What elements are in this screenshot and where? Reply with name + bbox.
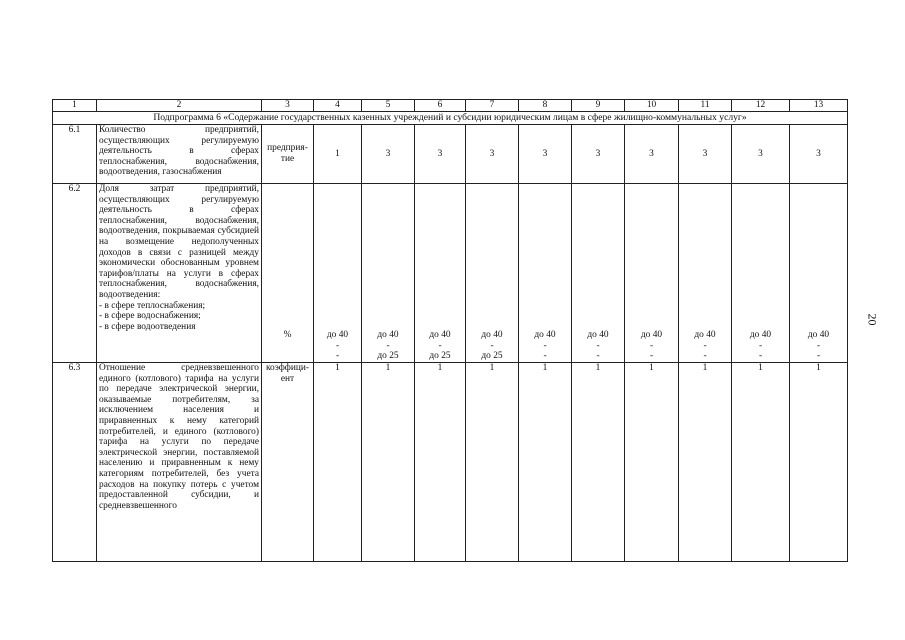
value-cell — [679, 184, 732, 363]
value-cell — [362, 184, 415, 363]
value-cell: 1 — [790, 363, 848, 562]
row-description-line: - в сфере водоотведения — [99, 321, 196, 332]
value-cell: 1 — [732, 363, 790, 562]
value-water: - — [335, 340, 340, 351]
header-cell: 6 — [415, 100, 466, 112]
value-cell: 3 — [625, 125, 679, 184]
row-unit-label: % — [283, 330, 292, 341]
row-unit: коэффици-ент — [262, 363, 314, 562]
value-sewer: - — [543, 351, 547, 362]
value-cell: 3 — [415, 125, 466, 184]
value-cell: 3 — [732, 125, 790, 184]
header-cell: 1 — [53, 100, 97, 112]
header-cell: 5 — [362, 100, 415, 112]
value-heat: до 40 — [534, 330, 556, 341]
header-cell: 2 — [97, 100, 262, 112]
header-cell: 13 — [790, 100, 848, 112]
page-number: 20 — [865, 313, 880, 326]
value-cell: 3 — [679, 125, 732, 184]
value-sewer: - — [758, 351, 763, 362]
value-water: - — [703, 340, 707, 351]
value-cell: 1 — [314, 125, 362, 184]
value-water: - — [490, 340, 494, 351]
value-heat: до 40 — [587, 330, 609, 341]
subprogram-row — [53, 112, 848, 125]
row-description-line: - в сфере водоснабжения; — [99, 311, 201, 322]
value-cell — [572, 184, 625, 363]
header-cell: 10 — [625, 100, 679, 112]
value-sewer: - — [703, 351, 707, 362]
value-cell — [519, 184, 572, 363]
value-sewer: - — [816, 351, 821, 362]
value-cell — [732, 184, 790, 363]
row-unit: предприя-тие — [262, 125, 314, 184]
table-row — [53, 184, 848, 363]
indicators-table — [52, 99, 848, 562]
value-cell: 1 — [314, 363, 362, 562]
value-water: - — [649, 340, 654, 351]
table-row — [53, 363, 848, 562]
row-number: 6.1 — [53, 125, 97, 184]
row-description-line: - в сфере теплоснабжения; — [99, 300, 206, 311]
header-row — [53, 100, 848, 112]
value-heat: до 40 — [429, 330, 451, 341]
value-cell: 1 — [679, 363, 732, 562]
row-number: 6.2 — [53, 184, 97, 363]
header-cell: 12 — [732, 100, 790, 112]
value-heat: до 40 — [749, 330, 772, 341]
value-cell: 3 — [362, 125, 415, 184]
value-water: - — [596, 340, 600, 351]
value-cell: 1 — [415, 363, 466, 562]
row-number: 6.3 — [53, 363, 97, 562]
value-cell — [466, 184, 519, 363]
value-cell: 3 — [466, 125, 519, 184]
row-description-cell — [97, 184, 262, 363]
value-cell: 1 — [519, 363, 572, 562]
value-water: - — [816, 340, 821, 351]
header-cell: 9 — [572, 100, 625, 112]
value-sewer: до 25 — [377, 351, 399, 362]
value-cell — [314, 184, 362, 363]
value-heat: до 40 — [377, 330, 399, 341]
value-cell — [415, 184, 466, 363]
row-unit — [262, 184, 314, 363]
value-sewer: до 25 — [429, 351, 451, 362]
value-water: - — [543, 340, 547, 351]
value-heat: до 40 — [694, 330, 716, 341]
value-cell: 1 — [466, 363, 519, 562]
row-description: Доля затрат предприятий, осуществляющих регулируемую деятельность в сферах теплоснабжения, водоснабжения, водоотведения, покрываемая субсидией на возмещение недополученных доходов в связи с разницей между экономически обоснованным уровнем тарифов/платы на услуги в сферах теплоснабжения, водоснабжения, водоотведения: — [99, 184, 259, 300]
header-cell: 8 — [519, 100, 572, 112]
value-cell: 1 — [362, 363, 415, 562]
value-sewer: - — [596, 351, 600, 362]
row-description: Отношение средневзвешенного единого (котлового) тарифа на услуги по передаче электрической энергии, оказываемые потребителям, за исключением населения и приравненных к нему категорий потребителей, и единого (котлового) тарифа на услуги по передаче электрической энергии, поставляемой населению и приравненным к нему категориям потребителей, без учета расходов на покупку потерь с учетом предоставленной субсидии, и средневзвешенного — [97, 363, 262, 562]
value-cell — [790, 184, 848, 363]
value-cell: 1 — [625, 363, 679, 562]
value-heat: до 40 — [807, 330, 830, 341]
row-description: Количество предприятий, осуществляющих регулируемую деятельность в сферах теплоснабжения, водоснабжения, водоотведения, газоснабжения — [97, 125, 262, 184]
value-sewer: - — [649, 351, 654, 362]
value-heat: до 40 — [640, 330, 663, 341]
value-heat: до 40 — [481, 330, 503, 341]
value-sewer: до 25 — [481, 351, 503, 362]
value-cell: 1 — [572, 363, 625, 562]
value-sewer: - — [335, 351, 340, 362]
header-cell: 3 — [262, 100, 314, 112]
value-water: - — [758, 340, 763, 351]
table-row — [53, 125, 848, 184]
header-cell: 7 — [466, 100, 519, 112]
value-cell: 3 — [519, 125, 572, 184]
value-water: - — [438, 340, 442, 351]
value-water: - — [386, 340, 390, 351]
value-cell: 3 — [790, 125, 848, 184]
header-cell: 4 — [314, 100, 362, 112]
value-heat: до 40 — [326, 330, 349, 341]
header-cell: 11 — [679, 100, 732, 112]
value-cell: 3 — [572, 125, 625, 184]
value-cell — [625, 184, 679, 363]
subprogram-title: Подпрограмма 6 «Содержание государственных казенных учреждений и субсидии юридическим лицам в сфере жилищно-коммунальных услуг» — [53, 112, 848, 125]
